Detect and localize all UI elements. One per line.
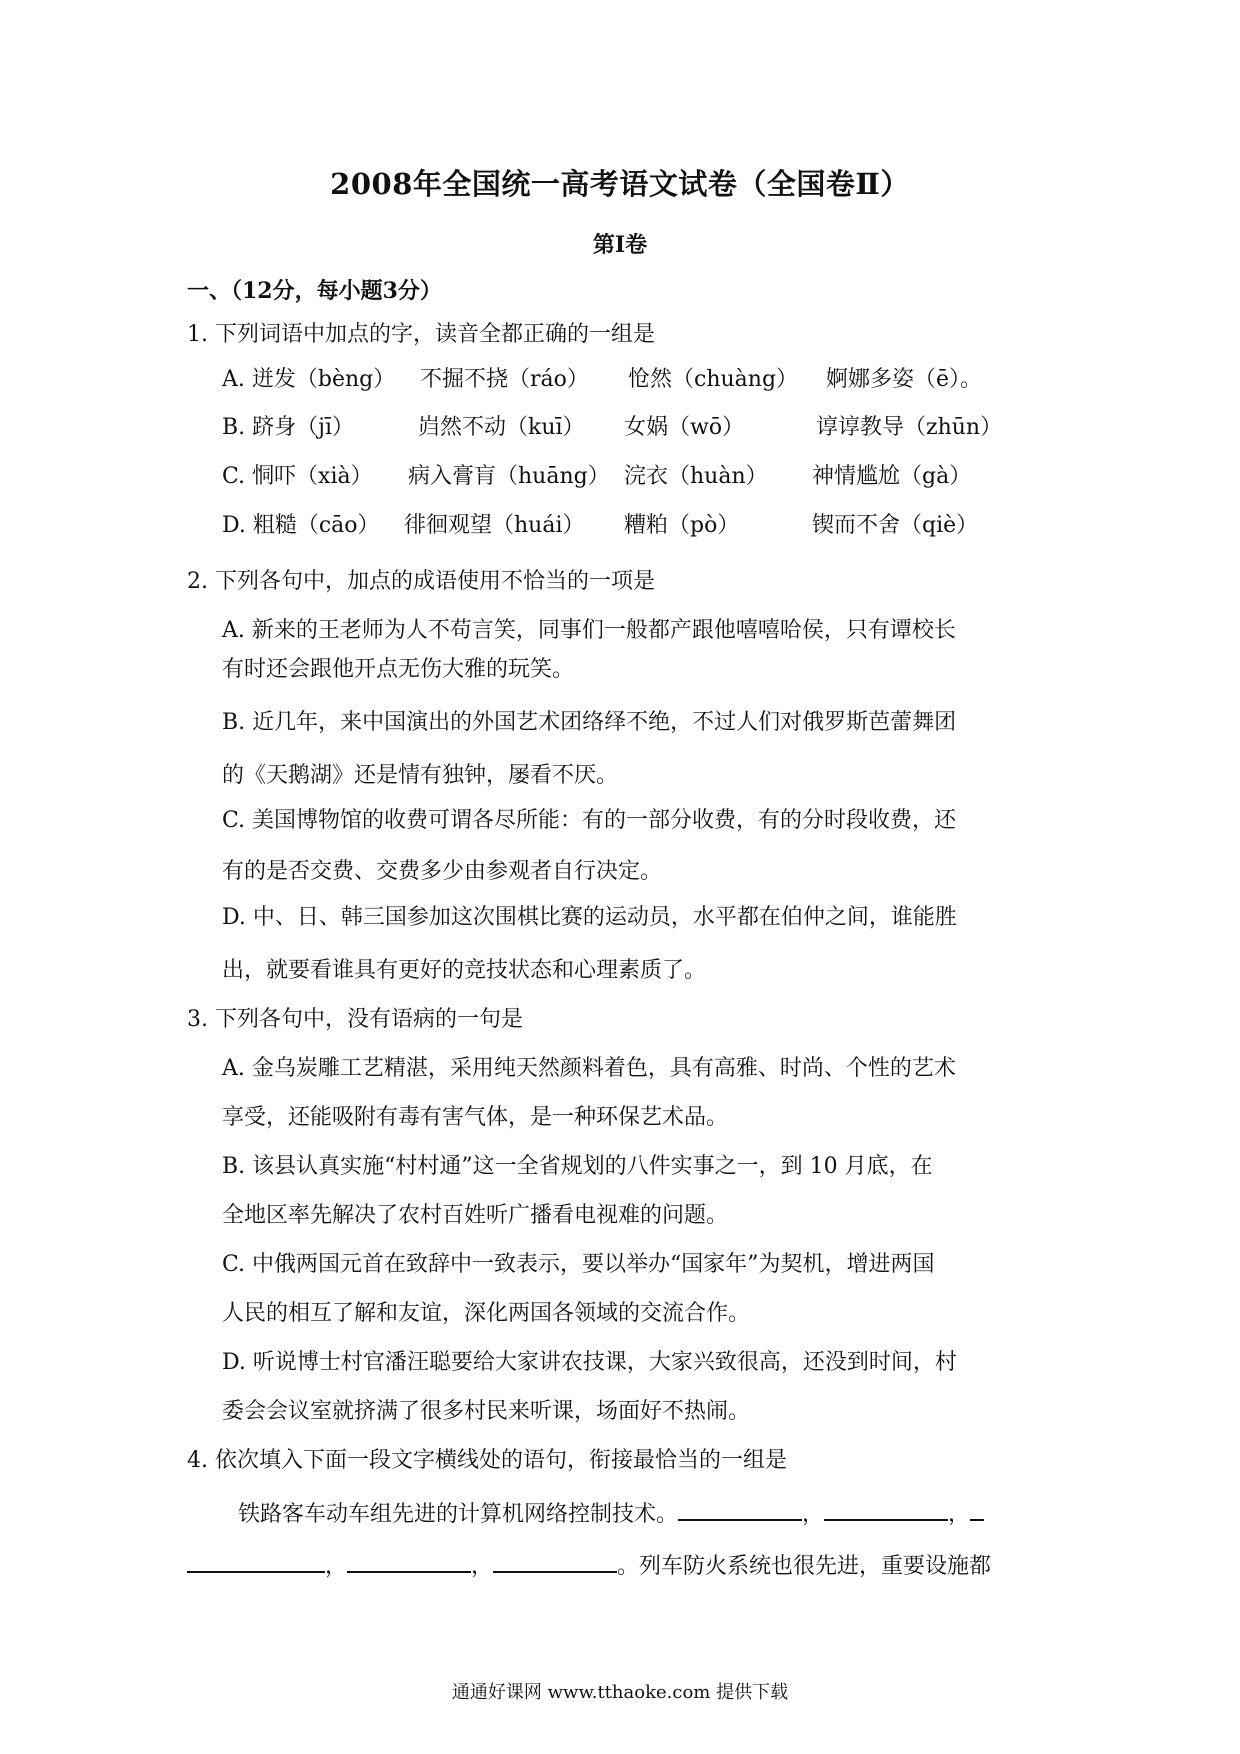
- q1-option-d-1: D. 粗糙（cāo）: [222, 513, 380, 538]
- section-heading: 一、（12分，每小题3分）: [187, 278, 442, 304]
- q4-comma-1: ，: [802, 1502, 825, 1527]
- page-title: 2008年全国统一高考语文试卷（全国卷Ⅱ）: [330, 167, 910, 201]
- q1-option-d-3: 糟粕（pò）: [624, 513, 740, 538]
- q4-comma-4: ，: [471, 1554, 494, 1579]
- q1-option-b-4: 谆谆教导（zhūn）: [816, 415, 1003, 440]
- q4-stem: 4. 依次填入下面一段文字横线处的语句，衔接最恰当的一组是: [187, 1448, 787, 1473]
- q3-option-c-line2: 人民的相互了解和友谊，深化两国各领域的交流合作。: [222, 1301, 751, 1326]
- q2-stem: 2. 下列各句中，加点的成语使用不恰当的一项是: [187, 569, 655, 594]
- volume-label: 第Ⅰ卷: [592, 232, 648, 258]
- q1-option-c-4: 神情尴尬（gà）: [812, 464, 972, 489]
- q2-option-c-line2: 有的是否交费、交费多少由参观者自行决定。: [222, 859, 663, 884]
- q1-option-a-1: A. 迸发（bèng）: [222, 367, 396, 392]
- q4-comma-2: ，: [948, 1502, 971, 1527]
- q2-option-b-line1: B. 近几年，来中国演出的外国艺术团络绎不绝，不过人们对俄罗斯芭蕾舞团: [222, 710, 957, 735]
- q3-option-b-line2: 全地区率先解决了农村百姓听广播看电视难的问题。: [222, 1203, 729, 1228]
- q1-stem: 1. 下列词语中加点的字，读音全都正确的一组是: [187, 322, 655, 347]
- q1-option-a-2: 不掘不挠（ráo）: [420, 367, 589, 392]
- q4-passage-text: 铁路客车动车组先进的计算机网络控制技术。: [238, 1502, 679, 1527]
- q3-option-d-line1: D. 听说博士村官潘汪聪要给大家讲农技课，大家兴致很高，还没到时间，村: [222, 1350, 957, 1375]
- q2-option-a-line1: A. 新来的王老师为人不苟言笑，同事们一般都产跟他嘻嘻哈侯，只有谭校长: [222, 618, 956, 643]
- fill-blank-3-start: [970, 1497, 984, 1521]
- q3-stem: 3. 下列各句中，没有语病的一句是: [187, 1007, 523, 1032]
- q4-passage-line1: [238, 1497, 984, 1530]
- q3-option-b-line1: B. 该县认真实施“村村通”这一全省规划的八件实事之一，到 10 月底，在: [222, 1154, 933, 1179]
- q1-option-b-1: B. 跻身（jī）: [222, 415, 355, 440]
- q1-option-c-1: C. 恫吓（xià）: [222, 464, 373, 489]
- q2-option-c-line1: C. 美国博物馆的收费可谓各尽所能：有的一部分收费，有的分时段收费，还: [222, 808, 957, 833]
- q3-option-a-line2: 享受，还能吸附有毒有害气体，是一种环保艺术品。: [222, 1105, 729, 1130]
- q2-option-b-line2: 的《天鹅湖》还是情有独钟，屡看不厌。: [222, 763, 619, 788]
- q4-passage-line2: [187, 1549, 991, 1582]
- fill-blank-4: [347, 1549, 471, 1573]
- q2-option-d-line1: D. 中、日、韩三国参加这次围棋比赛的运动员，水平都在伯仲之间，谁能胜: [222, 905, 957, 930]
- q2-option-d-line2: 出，就要看谁具有更好的竞技状态和心理素质了。: [222, 958, 707, 983]
- q3-option-c-line1: C. 中俄两国元首在致辞中一致表示，要以举办“国家年”为契机，增进两国: [222, 1252, 935, 1277]
- fill-blank-5: [493, 1549, 617, 1573]
- fill-blank-3-end: [187, 1549, 325, 1573]
- q1-option-d-4: 锲而不舍（qiè）: [812, 513, 979, 538]
- q1-option-a-4: 婀娜多姿（ē）。: [826, 367, 983, 392]
- q1-option-b-3: 女娲（wō）: [624, 415, 745, 440]
- q1-option-c-2: 病入膏肓（huāng）: [408, 464, 610, 489]
- q1-option-a-3: 怆然（chuàng）: [628, 367, 799, 392]
- q1-option-d-2: 徘徊观望（huái）: [404, 513, 585, 538]
- q1-option-c-3: 浣衣（huàn）: [624, 464, 768, 489]
- q3-option-a-line1: A. 金乌炭雕工艺精湛，采用纯天然颜料着色，具有高雅、时尚、个性的艺术: [222, 1056, 956, 1081]
- q2-option-a-line2: 有时还会跟他开点无伤大雅的玩笑。: [222, 657, 575, 682]
- fill-blank-1: [678, 1497, 802, 1521]
- q4-passage-tail: 。列车防火系统也很先进，重要设施都: [617, 1554, 992, 1579]
- q4-comma-3: ，: [325, 1554, 348, 1579]
- q3-option-d-line2: 委会会议室就挤满了很多村民来听课，场面好不热闹。: [222, 1399, 751, 1424]
- page-footer: 通通好课网 www.tthaoke.com 提供下载: [451, 1682, 789, 1703]
- fill-blank-2: [824, 1497, 948, 1521]
- q1-option-b-2: 岿然不动（kuī）: [418, 415, 585, 440]
